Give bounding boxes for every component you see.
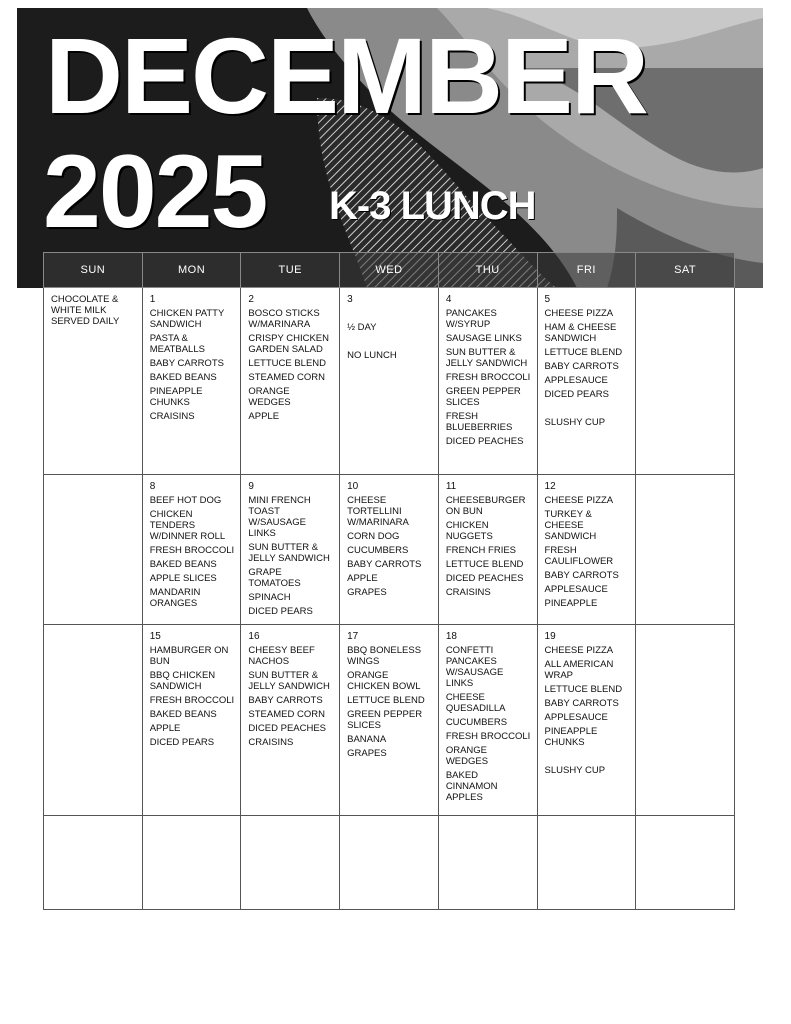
menu-item: PINEAPPLE CHUNKS: [149, 386, 203, 408]
menu-item: BBQ CHICKEN SANDWICH: [149, 670, 216, 692]
menu-item: BABY CARROTS: [248, 695, 323, 706]
menu-item: LETTUCE BLEND: [347, 695, 425, 706]
day-cell-11: [438, 475, 537, 625]
day-cell-sunday-note: [44, 288, 143, 475]
menu-item: DICED PEARS: [248, 606, 313, 617]
menu-item: DICED PEACHES: [445, 573, 524, 584]
menu-item: SUN BUTTER & JELLY SANDWICH: [248, 542, 330, 564]
menu-item: BAKED BEANS: [149, 559, 217, 570]
menu-item: GRAPE TOMATOES: [248, 567, 301, 589]
menu-item: BOSCO STICKS W/MARINARA: [248, 308, 320, 330]
day-cell-19: [537, 625, 636, 816]
menu-item: LETTUCE BLEND: [544, 347, 623, 358]
day-cell-sat-empty: [636, 475, 735, 625]
no-lunch-note: NO LUNCH: [347, 350, 397, 361]
day-cell-15: [142, 625, 241, 816]
menu-item: ORANGE WEDGES: [445, 745, 489, 767]
banner-subtitle: K-3 LUNCH: [329, 184, 536, 228]
menu-item: CHEESE PIZZA: [544, 495, 614, 506]
day-number: 15: [149, 631, 161, 642]
day-cell-empty: [636, 816, 735, 910]
menu-item: CUCUMBERS: [347, 545, 409, 556]
menu-item: PINEAPPLE CHUNKS: [544, 726, 598, 748]
menu-item: FRESH BROCCOLI: [149, 695, 235, 706]
menu-item: APPLE SLICES: [149, 573, 217, 584]
menu-item: GREEN PEPPER SLICES: [445, 386, 521, 408]
day-cell-1: [142, 288, 241, 475]
day-number: 12: [544, 481, 556, 492]
menu-item: ORANGE CHICKEN BOWL: [347, 670, 421, 692]
menu-item: BABY CARROTS: [149, 358, 224, 369]
menu-item: CHEESE TORTELLINI W/MARINARA: [347, 495, 409, 528]
menu-item: PANCAKES W/SYRUP: [445, 308, 497, 330]
menu-item: BABY CARROTS: [347, 559, 422, 570]
day-number: 18: [445, 631, 457, 642]
day-number: 19: [544, 631, 556, 642]
menu-item: BAKED BEANS: [149, 372, 217, 383]
day-cell-empty: [44, 816, 143, 910]
day-cell-empty: [241, 816, 340, 910]
day-cell-12: [537, 475, 636, 625]
menu-item: DICED PEACHES: [445, 436, 524, 447]
menu-item: SUN BUTTER & JELLY SANDWICH: [445, 347, 528, 369]
weekday-tue: TUE: [241, 253, 340, 288]
menu-item: CHEESE QUESADILLA: [445, 692, 506, 714]
day-number: 10: [347, 481, 359, 492]
day-cell-18: [438, 625, 537, 816]
day-cell-16: [241, 625, 340, 816]
week-row-2: [44, 475, 735, 625]
menu-item: CHEESE PIZZA: [544, 308, 614, 319]
weekday-fri: FRI: [537, 253, 636, 288]
menu-item: CRAISINS: [445, 587, 491, 598]
weekday-sun: SUN: [44, 253, 143, 288]
day-cell-empty: [340, 816, 439, 910]
menu-item: HAM & CHEESE SANDWICH: [544, 322, 617, 344]
menu-item: CORN DOG: [347, 531, 400, 542]
day-cell-3: [340, 288, 439, 475]
menu-item: APPLESAUCE: [544, 584, 608, 595]
day-cell-sat-empty: [636, 625, 735, 816]
menu-item: BABY CARROTS: [544, 570, 619, 581]
menu-item: CHICKEN PATTY SANDWICH: [149, 308, 225, 330]
menu-item: CRAISINS: [149, 411, 195, 422]
day-cell-empty: [537, 816, 636, 910]
weekday-thu: THU: [438, 253, 537, 288]
menu-item: CHICKEN NUGGETS: [445, 520, 493, 542]
menu-item: SLUSHY CUP: [544, 417, 606, 428]
day-number: 1: [149, 294, 156, 305]
day-cell-8: [142, 475, 241, 625]
menu-item: SUN BUTTER & JELLY SANDWICH: [248, 670, 330, 692]
menu-item: TURKEY & CHEESE SANDWICH: [544, 509, 597, 542]
menu-item: CHICKEN TENDERS W/DINNER ROLL: [149, 509, 226, 542]
menu-item: BAKED CINNAMON APPLES: [445, 770, 498, 803]
menu-item: STEAMED CORN: [248, 709, 325, 720]
menu-item: APPLE: [347, 573, 378, 584]
weekday-wed: WED: [340, 253, 439, 288]
menu-item: LETTUCE BLEND: [544, 684, 623, 695]
day-number: 17: [347, 631, 359, 642]
day-cell-empty: [142, 816, 241, 910]
menu-item: ALL AMERICAN WRAP: [544, 659, 614, 681]
menu-item: GRAPES: [347, 587, 387, 598]
week-row-4: [44, 816, 735, 910]
menu-item: SPINACH: [248, 592, 291, 603]
menu-item: PINEAPPLE: [544, 598, 598, 609]
menu-item: BEEF HOT DOG: [149, 495, 222, 506]
menu-item: APPLE: [248, 411, 280, 422]
day-number: 11: [445, 481, 457, 492]
menu-item: FRESH BLUEBERRIES: [445, 411, 513, 433]
menu-item: LETTUCE BLEND: [248, 358, 327, 369]
day-number: 9: [248, 481, 254, 492]
day-cell-empty: [438, 816, 537, 910]
day-cell-sun-empty: [44, 625, 143, 816]
day-cell-5: [537, 288, 636, 475]
day-cell-9: [241, 475, 340, 625]
day-cell-10: [340, 475, 439, 625]
menu-item: SLUSHY CUP: [544, 765, 606, 776]
menu-item: DICED PEARS: [149, 737, 215, 748]
half-day-note: ½ DAY: [347, 322, 377, 333]
menu-item: MINI FRENCH TOAST W/SAUSAGE LINKS: [248, 495, 311, 539]
menu-item: ORANGE WEDGES: [248, 386, 291, 408]
weekday-mon: MON: [142, 253, 241, 288]
milk-note: CHOCOLATE & WHITE MILK SERVED DAILY: [51, 294, 120, 327]
banner-year-title: 2025: [43, 134, 267, 250]
menu-item: PASTA & MEATBALLS: [149, 333, 205, 355]
menu-item: BANANA: [347, 734, 387, 745]
day-number: 3: [347, 294, 353, 305]
menu-item: FRESH BROCCOLI: [149, 545, 235, 556]
menu-item: BABY CARROTS: [544, 698, 619, 709]
menu-item: APPLE: [149, 723, 181, 734]
menu-item: HAMBURGER ON BUN: [149, 645, 229, 667]
menu-item: FRENCH FRIES: [445, 545, 517, 556]
menu-item: CONFETTI PANCAKES W/SAUSAGE LINKS: [445, 645, 504, 689]
day-cell-4: [438, 288, 537, 475]
menu-item: CHEESEBURGER ON BUN: [445, 495, 526, 517]
menu-item: FRESH CAULIFLOWER: [544, 545, 614, 567]
menu-item: FRESH BROCCOLI: [445, 731, 531, 742]
day-number: 5: [544, 294, 551, 305]
menu-item: GREEN PEPPER SLICES: [347, 709, 423, 731]
menu-item: CHEESY BEEF NACHOS: [248, 645, 315, 667]
menu-item: STEAMED CORN: [248, 372, 325, 383]
lunch-calendar: [43, 252, 735, 910]
day-number: 8: [149, 481, 156, 492]
weekday-sat: SAT: [636, 253, 735, 288]
menu-item: DICED PEACHES: [248, 723, 327, 734]
week-row-3: [44, 625, 735, 816]
menu-item: DICED PEARS: [544, 389, 609, 400]
weekday-header-row: [44, 253, 735, 288]
day-cell-17: [340, 625, 439, 816]
menu-item: CRAISINS: [248, 737, 294, 748]
menu-item: LETTUCE BLEND: [445, 559, 524, 570]
menu-item: BABY CARROTS: [544, 361, 619, 372]
menu-item: CUCUMBERS: [445, 717, 508, 728]
day-number: 2: [248, 294, 254, 305]
menu-item: GRAPES: [347, 748, 387, 759]
day-cell-sun-empty: [44, 475, 143, 625]
menu-item: SAUSAGE LINKS: [445, 333, 522, 344]
menu-item: CRISPY CHICKEN GARDEN SALAD: [248, 333, 329, 355]
menu-item: APPLESAUCE: [544, 712, 608, 723]
menu-item: CHEESE PIZZA: [544, 645, 614, 656]
day-cell-2: [241, 288, 340, 475]
menu-item: MANDARIN ORANGES: [149, 587, 201, 609]
banner-month-title: DECEMBER: [45, 15, 648, 136]
day-number: 16: [248, 631, 260, 642]
menu-item: BAKED BEANS: [149, 709, 217, 720]
menu-item: APPLESAUCE: [544, 375, 608, 386]
day-cell-sat-empty: [636, 288, 735, 475]
menu-item: BBQ BONELESS WINGS: [347, 645, 422, 667]
menu-item: FRESH BROCCOLI: [445, 372, 531, 383]
day-number: 4: [445, 294, 452, 305]
week-row-1: [44, 288, 735, 475]
header-banner: [17, 8, 763, 288]
